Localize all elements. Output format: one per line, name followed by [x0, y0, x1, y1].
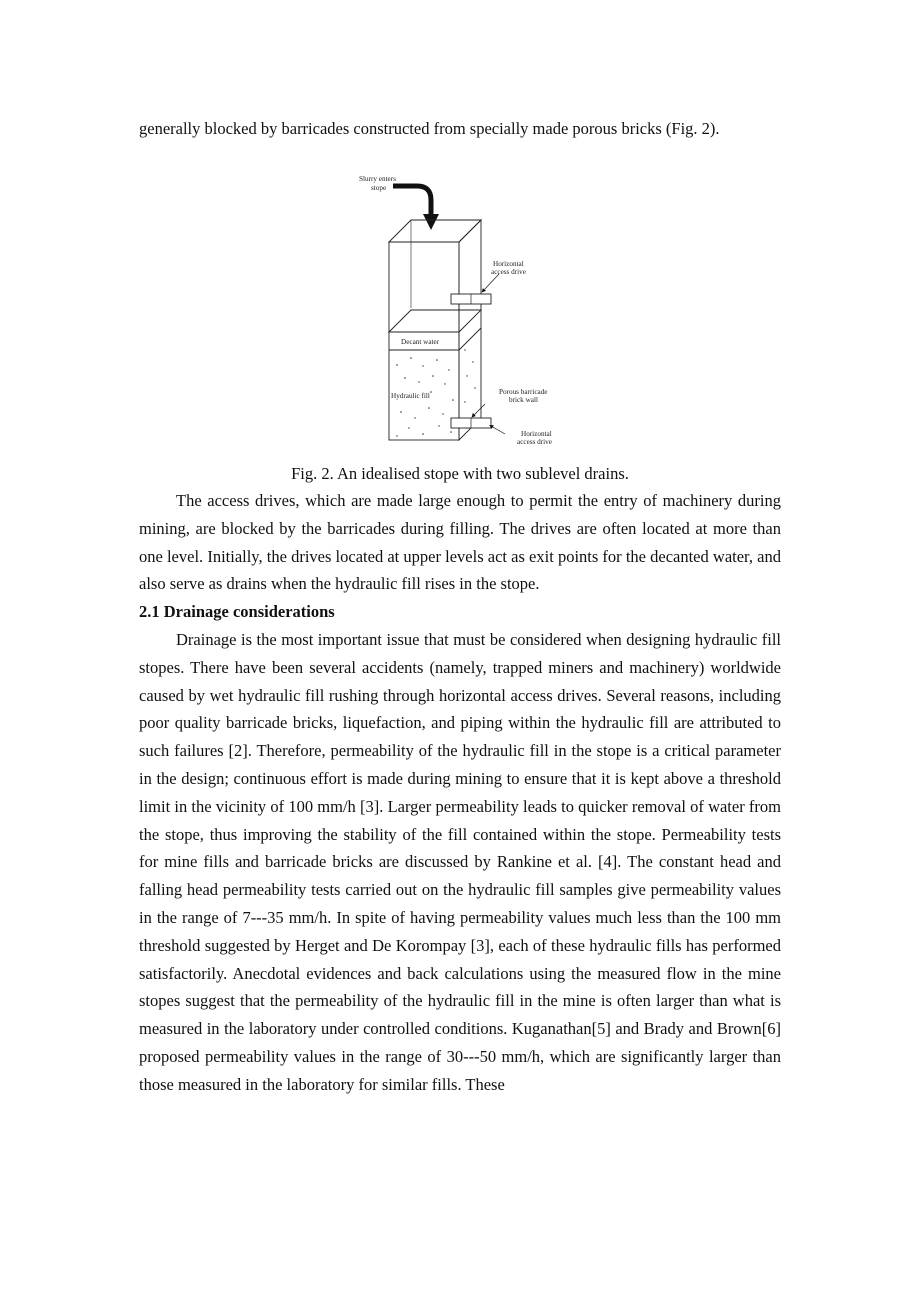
- stope-diagram: [353, 170, 583, 450]
- decant-water-surface: [389, 310, 481, 332]
- slurry-label-line1: Slurry enters: [359, 175, 396, 183]
- upper-drive-label-line1: Horizontal: [493, 260, 524, 268]
- barricade-leader: [473, 404, 485, 416]
- slurry-arrowhead-icon: [423, 214, 439, 230]
- lower-drive-leader: [491, 426, 505, 434]
- figure-caption: Fig. 2. An idealised stope with two sublevel drains.: [291, 464, 629, 483]
- section-heading: 2.1 Drainage considerations: [139, 602, 335, 622]
- decant-fill-boundary-side: [459, 328, 481, 350]
- upper-drive-label-line2: access drive: [491, 268, 526, 276]
- lower-drive-label-line2: access drive: [517, 438, 552, 446]
- stope-figure: [353, 170, 583, 450]
- paragraph-top: generally blocked by barricades constructed from specially made porous bricks (Fig. 2).: [139, 119, 720, 138]
- slurry-arrow-icon: [393, 186, 431, 218]
- barricade-label-line1: Porous barricade: [499, 388, 548, 396]
- barricade-label-line2: brick wall: [509, 396, 538, 404]
- stope-top-face: [389, 220, 481, 242]
- paragraph-drainage: Drainage is the most important issue that must be considered when designing hydraulic fill stopes. There have been several accidents (namely, trapped miners and machinery) worldwide caused by wet hydraulic fill rushing through horizontal access drives. Several reasons, including poor quality barricade bricks, liquefaction, and piping within the hydraulic fill are attributed to such failures [2]. Therefore, permeability of the hydraulic fill in the stope is a critical parameter in the design; continuous effort is made during mining to ensure that it is kept above a threshold limit in the vicinity of 100 mm/h [3]. Larger permeability leads to quicker removal of water from the stope, thus improving the stability of the fill contained within the stope. Permeability tests for mine fills and barricade bricks are discussed by Rankine et al. [4]. The constant head and falling head permeability tests carried out on the hydraulic fill samples give permeability values in the range of 7---35 mm/h. In spite of having permeability values much less than the 100 mm threshold suggested by Herget and De Korompay [3], each of these hydraulic fills has performed satisfactorily. Anecdotal evidences and back calculations using the measured flow in the mine stopes suggest that the permeability of the hydraulic fill in the mine is often larger than what is measured in the laboratory under controlled conditions. Kuganathan[5] and Brady and Brown[6] proposed permeability values in the range of 30---50 mm/h, which are significantly larger than those measured in the laboratory for similar fills. These: [139, 629, 781, 1094]
- body-text: [139, 487, 781, 1099]
- slurry-label-line2: stope: [371, 184, 387, 192]
- paragraph-access-drives: The access drives, which are made large enough to permit the entry of machinery during mining, are blocked by the barricades during filling. The drives are often located at more than one level. Initially, the drives located at upper levels act as exit points for the decanted water, and also serve as drains when the hydraulic fill rises in the stope.: [139, 491, 781, 594]
- upper-drive-leader: [483, 274, 499, 291]
- hydraulic-fill-label: Hydraulic fill: [391, 392, 430, 400]
- decant-water-label: Decant water: [401, 338, 440, 346]
- lower-drive-label-line1: Horizontal: [521, 430, 552, 438]
- stope-right-face: [459, 220, 481, 440]
